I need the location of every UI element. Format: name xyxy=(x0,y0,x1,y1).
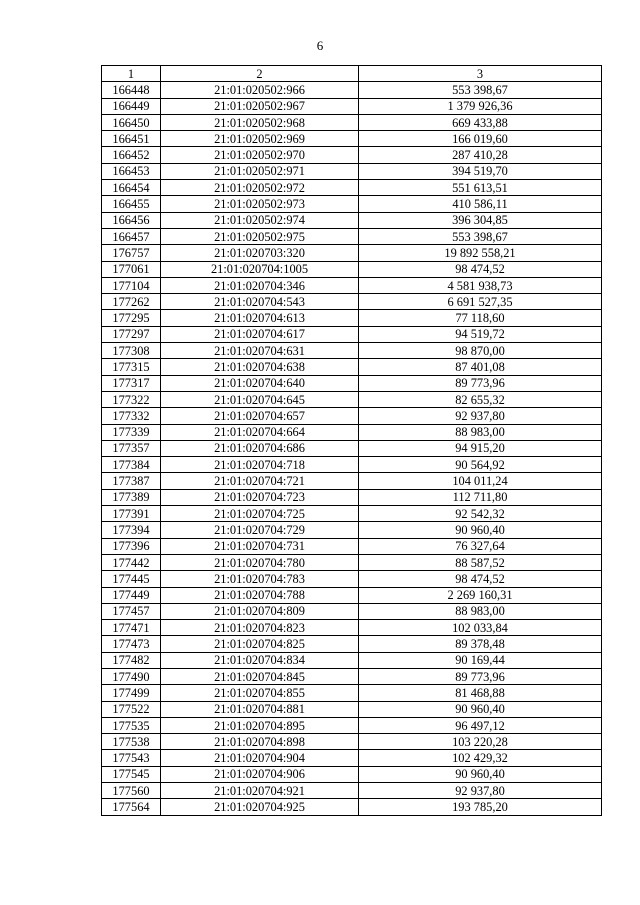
table-row xyxy=(102,310,602,326)
cadastral-number-cell: 21:01:020704:834 xyxy=(161,652,359,668)
row-number-cell: 177308 xyxy=(102,343,161,359)
table-row xyxy=(102,277,602,293)
table-row xyxy=(102,343,602,359)
cadastral-number-cell: 21:01:020704:809 xyxy=(161,603,359,619)
table-row xyxy=(102,196,602,212)
cadastral-number-cell: 21:01:020502:966 xyxy=(161,82,359,98)
cadastral-number-cell: 21:01:020502:973 xyxy=(161,196,359,212)
amount-cell: 669 433,88 xyxy=(359,114,602,130)
row-number-cell: 177499 xyxy=(102,685,161,701)
row-number-cell: 177442 xyxy=(102,554,161,570)
amount-cell: 410 586,11 xyxy=(359,196,602,212)
amount-cell: 396 304,85 xyxy=(359,212,602,228)
table-row xyxy=(102,685,602,701)
row-number-cell: 166451 xyxy=(102,131,161,147)
cadastral-number-cell: 21:01:020704:664 xyxy=(161,424,359,440)
table-row xyxy=(102,131,602,147)
cadastral-number-cell: 21:01:020704:718 xyxy=(161,457,359,473)
row-number-cell: 177445 xyxy=(102,571,161,587)
row-number-cell: 177332 xyxy=(102,408,161,424)
table-row xyxy=(102,766,602,782)
table-row xyxy=(102,408,602,424)
amount-cell: 553 398,67 xyxy=(359,228,602,244)
table-row xyxy=(102,489,602,505)
row-number-cell: 166456 xyxy=(102,212,161,228)
amount-cell: 90 169,44 xyxy=(359,652,602,668)
cadastral-number-cell: 21:01:020704:657 xyxy=(161,408,359,424)
table-row xyxy=(102,294,602,310)
cadastral-number-cell: 21:01:020704:921 xyxy=(161,783,359,799)
table-row xyxy=(102,636,602,652)
row-number-cell: 177391 xyxy=(102,506,161,522)
row-number-cell: 176757 xyxy=(102,245,161,261)
table-row xyxy=(102,261,602,277)
column-header-1: 1 xyxy=(102,66,161,82)
amount-cell: 82 655,32 xyxy=(359,391,602,407)
table-row xyxy=(102,245,602,261)
cadastral-number-cell: 21:01:020704:904 xyxy=(161,750,359,766)
table-row xyxy=(102,734,602,750)
row-number-cell: 177061 xyxy=(102,261,161,277)
table-row xyxy=(102,603,602,619)
row-number-cell: 166457 xyxy=(102,228,161,244)
row-number-cell: 166449 xyxy=(102,98,161,114)
amount-cell: 92 937,80 xyxy=(359,408,602,424)
amount-cell: 88 983,00 xyxy=(359,424,602,440)
row-number-cell: 177387 xyxy=(102,473,161,489)
table-row xyxy=(102,522,602,538)
amount-cell: 98 870,00 xyxy=(359,343,602,359)
row-number-cell: 177482 xyxy=(102,652,161,668)
cadastral-number-cell: 21:01:020502:968 xyxy=(161,114,359,130)
cadastral-number-cell: 21:01:020704:845 xyxy=(161,668,359,684)
amount-cell: 166 019,60 xyxy=(359,131,602,147)
column-header-3: 3 xyxy=(359,66,602,82)
amount-cell: 98 474,52 xyxy=(359,261,602,277)
header-row xyxy=(102,66,602,82)
cadastral-number-cell: 21:01:020704:613 xyxy=(161,310,359,326)
table-row xyxy=(102,180,602,196)
cadastral-number-cell: 21:01:020703:320 xyxy=(161,245,359,261)
table-row xyxy=(102,652,602,668)
table-row xyxy=(102,114,602,130)
cadastral-number-cell: 21:01:020704:925 xyxy=(161,799,359,815)
table-row xyxy=(102,701,602,717)
table-row xyxy=(102,424,602,440)
amount-cell: 1 379 926,36 xyxy=(359,98,602,114)
amount-cell: 193 785,20 xyxy=(359,799,602,815)
cadastral-number-cell: 21:01:020704:1005 xyxy=(161,261,359,277)
table-row xyxy=(102,457,602,473)
table-body xyxy=(102,82,602,815)
table-row xyxy=(102,375,602,391)
table-row xyxy=(102,668,602,684)
table-row xyxy=(102,783,602,799)
table-row xyxy=(102,359,602,375)
row-number-cell: 177317 xyxy=(102,375,161,391)
row-number-cell: 177473 xyxy=(102,636,161,652)
cadastral-number-cell: 21:01:020704:898 xyxy=(161,734,359,750)
amount-cell: 4 581 938,73 xyxy=(359,277,602,293)
row-number-cell: 177295 xyxy=(102,310,161,326)
table-row xyxy=(102,98,602,114)
page-number: 6 xyxy=(316,38,324,53)
table-row xyxy=(102,506,602,522)
row-number-cell: 177389 xyxy=(102,489,161,505)
row-number-cell: 177297 xyxy=(102,326,161,342)
cadastral-number-cell: 21:01:020704:788 xyxy=(161,587,359,603)
cadastral-number-cell: 21:01:020502:971 xyxy=(161,163,359,179)
amount-cell: 104 011,24 xyxy=(359,473,602,489)
amount-cell: 81 468,88 xyxy=(359,685,602,701)
table-row xyxy=(102,147,602,163)
row-number-cell: 177560 xyxy=(102,783,161,799)
cadastral-number-cell: 21:01:020704:855 xyxy=(161,685,359,701)
row-number-cell: 177471 xyxy=(102,620,161,636)
cadastral-number-cell: 21:01:020502:974 xyxy=(161,212,359,228)
amount-cell: 102 429,32 xyxy=(359,750,602,766)
cadastral-number-cell: 21:01:020502:970 xyxy=(161,147,359,163)
cadastral-number-cell: 21:01:020704:780 xyxy=(161,554,359,570)
cadastral-number-cell: 21:01:020704:645 xyxy=(161,391,359,407)
table-row xyxy=(102,554,602,570)
row-number-cell: 177384 xyxy=(102,457,161,473)
amount-cell: 92 542,32 xyxy=(359,506,602,522)
cadastral-number-cell: 21:01:020704:721 xyxy=(161,473,359,489)
row-number-cell: 166455 xyxy=(102,196,161,212)
row-number-cell: 177564 xyxy=(102,799,161,815)
row-number-cell: 166453 xyxy=(102,163,161,179)
amount-cell: 2 269 160,31 xyxy=(359,587,602,603)
cadastral-number-cell: 21:01:020704:725 xyxy=(161,506,359,522)
data-table xyxy=(101,65,602,816)
cadastral-number-cell: 21:01:020502:972 xyxy=(161,180,359,196)
row-number-cell: 177449 xyxy=(102,587,161,603)
row-number-cell: 177457 xyxy=(102,603,161,619)
cadastral-number-cell: 21:01:020704:825 xyxy=(161,636,359,652)
cadastral-number-cell: 21:01:020704:895 xyxy=(161,717,359,733)
cadastral-number-cell: 21:01:020502:969 xyxy=(161,131,359,147)
cadastral-number-cell: 21:01:020704:783 xyxy=(161,571,359,587)
amount-cell: 19 892 558,21 xyxy=(359,245,602,261)
row-number-cell: 177339 xyxy=(102,424,161,440)
row-number-cell: 177543 xyxy=(102,750,161,766)
row-number-cell: 166448 xyxy=(102,82,161,98)
row-number-cell: 177322 xyxy=(102,391,161,407)
cadastral-number-cell: 21:01:020704:906 xyxy=(161,766,359,782)
table-row xyxy=(102,163,602,179)
cadastral-number-cell: 21:01:020704:723 xyxy=(161,489,359,505)
amount-cell: 90 960,40 xyxy=(359,701,602,717)
table-row xyxy=(102,717,602,733)
table-row xyxy=(102,82,602,98)
cadastral-number-cell: 21:01:020704:617 xyxy=(161,326,359,342)
table-row xyxy=(102,620,602,636)
table-row xyxy=(102,750,602,766)
amount-cell: 90 960,40 xyxy=(359,522,602,538)
row-number-cell: 166450 xyxy=(102,114,161,130)
cadastral-number-cell: 21:01:020704:638 xyxy=(161,359,359,375)
column-header-2: 2 xyxy=(161,66,359,82)
row-number-cell: 177315 xyxy=(102,359,161,375)
amount-cell: 90 564,92 xyxy=(359,457,602,473)
amount-cell: 76 327,64 xyxy=(359,538,602,554)
amount-cell: 287 410,28 xyxy=(359,147,602,163)
cadastral-number-cell: 21:01:020704:729 xyxy=(161,522,359,538)
amount-cell: 551 613,51 xyxy=(359,180,602,196)
row-number-cell: 177538 xyxy=(102,734,161,750)
amount-cell: 87 401,08 xyxy=(359,359,602,375)
amount-cell: 94 915,20 xyxy=(359,440,602,456)
cadastral-number-cell: 21:01:020502:975 xyxy=(161,228,359,244)
cadastral-number-cell: 21:01:020704:881 xyxy=(161,701,359,717)
table-row xyxy=(102,571,602,587)
table-row xyxy=(102,228,602,244)
row-number-cell: 177535 xyxy=(102,717,161,733)
row-number-cell: 166454 xyxy=(102,180,161,196)
table-row xyxy=(102,391,602,407)
table-row xyxy=(102,212,602,228)
amount-cell: 88 983,00 xyxy=(359,603,602,619)
row-number-cell: 177357 xyxy=(102,440,161,456)
cadastral-number-cell: 21:01:020704:543 xyxy=(161,294,359,310)
table-row xyxy=(102,538,602,554)
row-number-cell: 177490 xyxy=(102,668,161,684)
row-number-cell: 177104 xyxy=(102,277,161,293)
amount-cell: 6 691 527,35 xyxy=(359,294,602,310)
table-row xyxy=(102,799,602,815)
amount-cell: 112 711,80 xyxy=(359,489,602,505)
cadastral-number-cell: 21:01:020704:731 xyxy=(161,538,359,554)
amount-cell: 96 497,12 xyxy=(359,717,602,733)
amount-cell: 394 519,70 xyxy=(359,163,602,179)
row-number-cell: 177545 xyxy=(102,766,161,782)
row-number-cell: 166452 xyxy=(102,147,161,163)
amount-cell: 89 378,48 xyxy=(359,636,602,652)
row-number-cell: 177396 xyxy=(102,538,161,554)
amount-cell: 553 398,67 xyxy=(359,82,602,98)
amount-cell: 77 118,60 xyxy=(359,310,602,326)
amount-cell: 102 033,84 xyxy=(359,620,602,636)
cadastral-number-cell: 21:01:020502:967 xyxy=(161,98,359,114)
cadastral-number-cell: 21:01:020704:640 xyxy=(161,375,359,391)
amount-cell: 89 773,96 xyxy=(359,375,602,391)
amount-cell: 92 937,80 xyxy=(359,783,602,799)
amount-cell: 98 474,52 xyxy=(359,571,602,587)
table-row xyxy=(102,473,602,489)
row-number-cell: 177262 xyxy=(102,294,161,310)
table-row xyxy=(102,587,602,603)
cadastral-number-cell: 21:01:020704:686 xyxy=(161,440,359,456)
table-row xyxy=(102,326,602,342)
amount-cell: 90 960,40 xyxy=(359,766,602,782)
amount-cell: 103 220,28 xyxy=(359,734,602,750)
table-row xyxy=(102,440,602,456)
amount-cell: 94 519,72 xyxy=(359,326,602,342)
amount-cell: 89 773,96 xyxy=(359,668,602,684)
row-number-cell: 177522 xyxy=(102,701,161,717)
cadastral-number-cell: 21:01:020704:346 xyxy=(161,277,359,293)
cadastral-number-cell: 21:01:020704:823 xyxy=(161,620,359,636)
cadastral-number-cell: 21:01:020704:631 xyxy=(161,343,359,359)
row-number-cell: 177394 xyxy=(102,522,161,538)
table-header xyxy=(102,66,602,82)
amount-cell: 88 587,52 xyxy=(359,554,602,570)
